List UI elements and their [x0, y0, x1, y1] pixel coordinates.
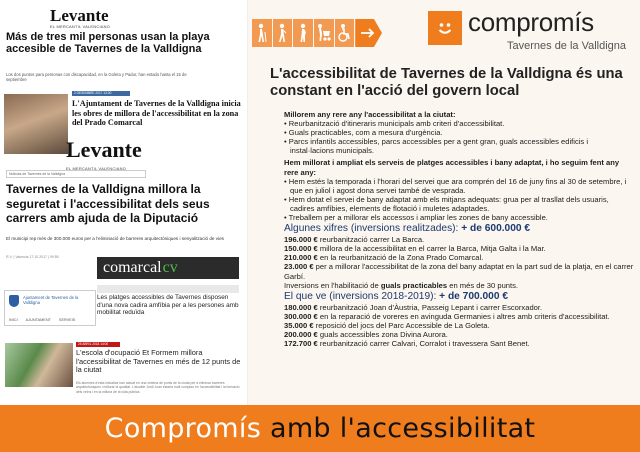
comarcal-cv-logo [97, 257, 239, 279]
figure-amount: 23.000 € [284, 262, 314, 272]
plan-text: guals accessibles zona Divina Aurora. [317, 329, 448, 339]
clip-et-formem-date: 25 ABRIL 2018 14:00 [76, 342, 120, 347]
ajuntament-nav-item: SERVEIS [58, 318, 76, 322]
comarcal-logo-cv: cv [162, 259, 178, 276]
footer-slogan [105, 413, 536, 444]
clip-prado-date: 2 DESEMBRE 2017 13:00 [72, 91, 130, 96]
figure-amount: 150.000 € [284, 244, 318, 254]
clip-prado-photo [4, 94, 68, 154]
clip-diputacio-lede: El municipi rep més de 300.000 euros per a l'eliminació de barreres arquitectòniques i senyalització de vies [6, 236, 224, 241]
figure-text: reurbanització carrer La Barca. [317, 235, 425, 245]
comarcal-divider [97, 285, 239, 293]
figure-text: Inversions en l'habilitació de [284, 280, 381, 290]
ajuntament-nav-item: AJUNTAMENT [25, 318, 51, 322]
plan-text: reposició del jocs del Parc Accessible de La Goleta. [313, 320, 490, 330]
figure-bold-text: guals practicables [380, 280, 448, 290]
ajuntament-nav [9, 318, 75, 322]
elderly-person-icon [252, 19, 272, 47]
footer-rest: amb l'accessibilitat [261, 413, 536, 444]
clip-diputacio-section: Noticias de Tavernes de la Valldigna [6, 170, 146, 178]
clip-et-formem-summary: Els alumnes d'esta iniciativa han actuat en una vintena de punts de la ciutat per a eliminar barreres arquitectòniques i millorar la qualitat. L'alcalde Jordi Juan estaria molt complau en l'accessibilitat i la formació dels veïns i en la millora de la vida pública. [76, 381, 240, 394]
plan-text: en la reparació de voreres en avinguda Germanies i altres amb criteris d'accessibilitat. [317, 311, 610, 321]
compromis-logo-icon [428, 11, 462, 45]
figures-heading-label: Algunes xifres (inversions realitzades): [284, 223, 462, 235]
pregnant-person-icon [293, 19, 313, 47]
comarcal-logo-text: comarcal [103, 259, 162, 276]
accessibility-icons-strip [252, 19, 382, 47]
clip-amphibious-chair-headline: Les platges accessibles de Tavernes disposen d'una nova cadira amfíbia per a les persones amb mobilitat reduïda [97, 294, 239, 316]
list-item: • Parcs infantils accessibles, parcs accessibles per a gent gran, guals accessibles edificis i instal·lacions municipals. [284, 137, 634, 155]
clip-diputacio-byline: R.V. | Valencia 17.10.2017 | 09:55 [6, 255, 59, 259]
ajuntament-name: Ajuntament de Tavernes de la Valldigna [23, 295, 79, 305]
coat-of-arms-icon [9, 295, 19, 307]
plan-text: reurbanització carrer Calvari, Corralot i travessera Sant Benet. [317, 339, 530, 349]
plan-text: reurbanització Joan d'Àustria, Passeig Lepant i carrer Escorxador. [317, 302, 543, 312]
levante-logo-subtitle: EL MERCANTIL VALENCIANO [50, 24, 111, 29]
figures-total: + de 600.000 € [461, 223, 531, 235]
list-item: • Treballem per a millorar els accessos i ampliar les zones de bany accessible. [284, 213, 634, 222]
stroller-icon [314, 19, 334, 47]
section-list [284, 177, 634, 222]
ajuntament-nav-item: INICI [9, 318, 18, 322]
levante-logo-large-subtitle: EL MERCANTIL VALENCIANO [66, 166, 127, 171]
clip-diputacio-headline: Tavernes de la Valldigna millora la seguretat i l'accessibilitat dels seus carrers amb ajuda de la Diputació [6, 182, 210, 225]
levante-logo: Levante [50, 6, 109, 25]
list-item: • Hem estés la temporada i l'horari del servei que ara comprén del 16 de juny fins al 30 de setembre, i que en juliol i agost dona servei també de vesprada. [284, 177, 634, 195]
plans-heading-label: El que ve (inversions 2018-2019): [284, 290, 440, 302]
section-list [284, 119, 634, 155]
levante-logo-large: Levante [66, 137, 142, 162]
list-item: • Hem dotat el servei de bany adaptat amb els mitjans adequats: grua per al trasllat dels usuaris, cadires amfíbies, elements de flotació i muletes adaptades. [284, 195, 634, 213]
plans-total: + de 700.000 € [439, 290, 508, 302]
page-title: L'accessibilitat de Tavernes de la Valldigna és una constant en l'acció del govern local [270, 66, 623, 99]
plan-row [284, 339, 634, 348]
figure-text: millora de la accessibilitat en el carrer la Barca, Mitja Galta i la Mar. [317, 244, 546, 254]
arrow-right-icon [355, 19, 382, 47]
plan-row [284, 330, 634, 339]
clip-et-formem-headline: L'escola d'ocupació Et Formem millora l'accessibilitat de Tavernes en més de 12 punts de la ciutat [76, 348, 241, 375]
plan-amount: 180.000 € [284, 302, 318, 312]
plan-amount: 300.000 € [284, 311, 318, 321]
clip-beach-summary: Los dos puntos para personas con discapacidad, en la Goleta y Padur, han estado hasta el 15 de septiembre [6, 72, 187, 82]
compromis-logo-subtitle: Tavernes de la Valldigna [507, 40, 627, 52]
walking-person-icon [273, 19, 293, 47]
figure-text: per a millorar l'accessibilitat de la zona del bany adaptat en la part sud de la platja, en el carrer Garbí. [284, 262, 634, 281]
plans-heading [284, 291, 634, 303]
section-heading: Millorem any rere any l'accessibilitat a la ciutat: [284, 110, 456, 119]
compromis-logo-text: compromís [468, 7, 594, 37]
figure-amount: 210.000 € [284, 253, 318, 263]
plan-row [284, 303, 634, 312]
plan-amount: 172.700 € [284, 339, 318, 349]
figures-heading [284, 223, 634, 235]
figure-tail-text: en més de 30 punts. [447, 280, 519, 290]
wheelchair-icon [335, 19, 355, 47]
footer-banner [0, 405, 640, 452]
plan-row [284, 321, 634, 330]
ajuntament-website-clip [4, 290, 96, 326]
plan-row [284, 312, 634, 321]
list-item: • Guals practicables, com a mesura d'urgència. [284, 128, 634, 137]
figure-row [284, 235, 634, 244]
section-heading: Hem millorat i ampliat els serveis de platges accessibles i bany adaptat, i ho seguim fent any rere any: [284, 158, 620, 177]
figure-row [284, 281, 634, 290]
plan-amount: 35.000 € [284, 320, 314, 330]
list-item: • Reurbanització d'itineraris municipals amb criteri d'accessibilitat. [284, 119, 634, 128]
clip-beach-headline: Más de tres mil personas usan la playa accesible de Tavernes de la Valldigna [6, 31, 210, 55]
clip-prado-headline: L'Ajuntament de Tavernes de la Valldigna inicia les obres de millora de l'accessibilitat en la zona del Prado Comarcal [72, 99, 241, 127]
clip-et-formem-photo [5, 343, 73, 387]
figure-text: en la reurbanització de la Zona Prado Comarcal. [317, 253, 484, 263]
figure-row [284, 262, 634, 280]
figure-row [284, 253, 634, 262]
figure-row [284, 244, 634, 253]
accessibility-body-text [284, 110, 634, 348]
plan-amount: 200.000 € [284, 329, 318, 339]
footer-brand: Compromís [104, 413, 262, 444]
figure-amount: 196.000 € [284, 235, 318, 245]
